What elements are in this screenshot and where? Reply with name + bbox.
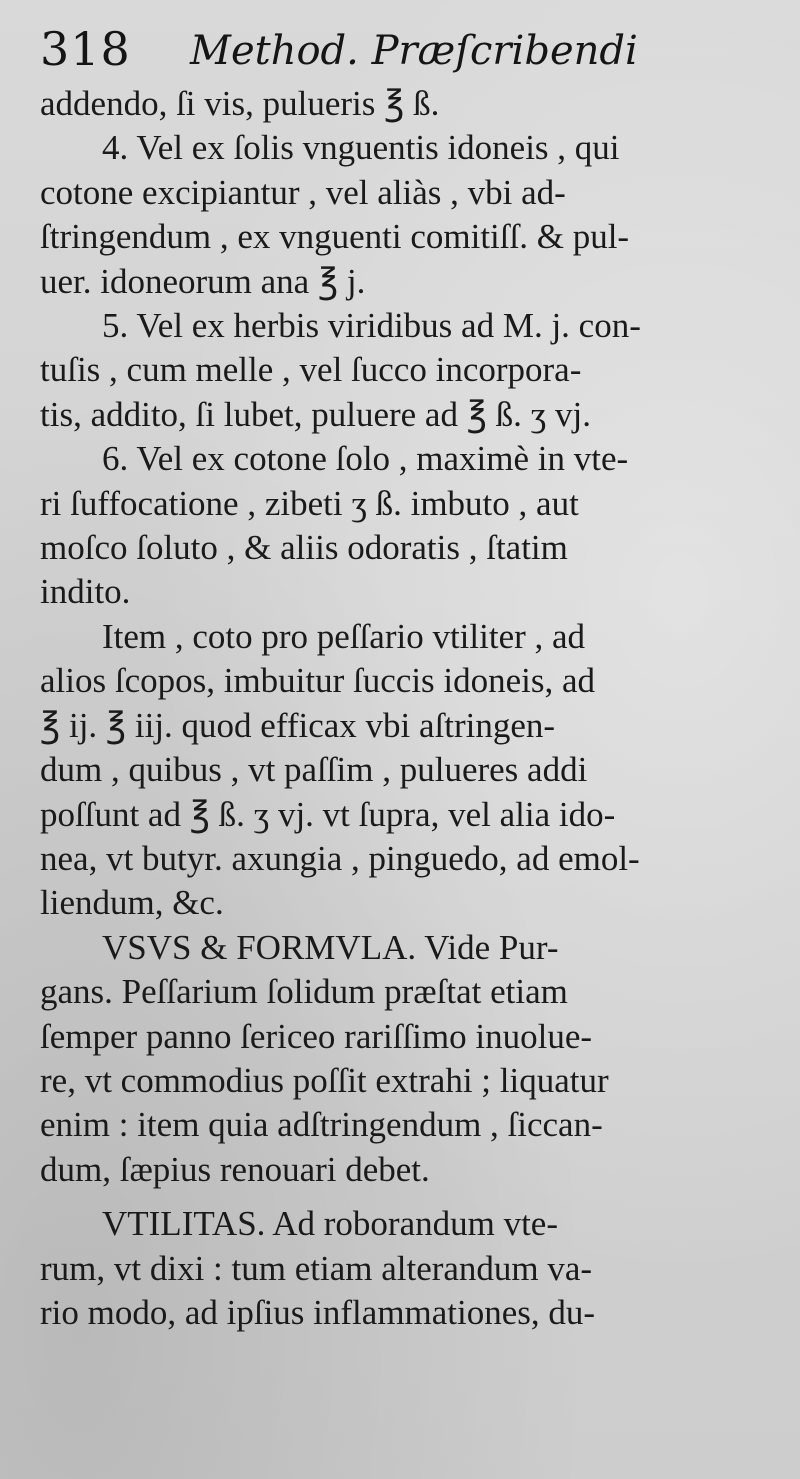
text-line: ri ſuffocatione , zibeti ʒ ß. imbuto , aut bbox=[40, 483, 579, 523]
text-line: re, vt commodius poſſit extrahi ; liquatur bbox=[40, 1060, 609, 1100]
text-line: tuſis , cum melle , vel ſucco incorpora- bbox=[40, 350, 582, 390]
section-heading-utilitas: VTILITAS. Ad roborandum vte- bbox=[102, 1204, 558, 1244]
text-line: Item , coto pro peſſario vtiliter , ad bbox=[102, 616, 586, 656]
text-line: ſtringendum , ex vnguenti comitiſſ. & pul- bbox=[40, 217, 630, 257]
text-line: addendo, ſi vis, pulueris ℥ ß. bbox=[40, 84, 440, 123]
text-line: tis, addito, ſi lubet, puluere ad ℥ ß. ʒ vj. bbox=[40, 394, 591, 434]
text-line: alios ſcopos, imbuitur ſuccis idoneis, ad bbox=[40, 661, 596, 701]
text-line: ℥ ij. ℥ iij. quod efficax vbi aſtringen- bbox=[40, 705, 556, 745]
section-heading-usus: VSVS & FORMVLA. Vide Pur- bbox=[102, 927, 559, 967]
text-line: poſſunt ad ℥ ß. ʒ vj. vt ſupra, vel alia ido- bbox=[40, 794, 616, 834]
text-line: cotone excipiantur , vel aliàs , vbi ad- bbox=[40, 172, 566, 212]
text-line: dum , quibus , vt paſſim , pulueres addi bbox=[40, 750, 588, 790]
body-text bbox=[40, 82, 780, 1335]
text-line: rum, vt dixi : tum etiam alterandum va- bbox=[40, 1248, 593, 1288]
text-line: uer. idoneorum ana ℥ j. bbox=[40, 261, 366, 301]
text-line: gans. Peſſarium ſolidum præſtat etiam bbox=[40, 972, 568, 1012]
text-line: liendum, &c. bbox=[40, 883, 224, 923]
text-line: 4. Vel ex ſolis vnguentis idoneis , qui bbox=[102, 128, 620, 168]
text-line: dum, ſæpius renouari debet. bbox=[40, 1149, 430, 1189]
text-line: ſemper panno ſericeo rariſſimo inuolue- bbox=[40, 1016, 593, 1056]
text-line: moſco ſoluto , & aliis odoratis , ſtatim bbox=[40, 528, 568, 568]
text-line: indito. bbox=[40, 572, 131, 612]
text-line: enim : item quia adſtringendum , ſiccan- bbox=[40, 1105, 603, 1145]
text-line: 5. Vel ex herbis viridibus ad M. j. con- bbox=[102, 306, 641, 346]
text-line: 6. Vel ex cotone ſolo , maximè in vte- bbox=[102, 439, 629, 479]
page-number: 318 bbox=[40, 22, 131, 76]
running-head: Method. Præſcribendi bbox=[190, 28, 638, 74]
text-line: nea, vt butyr. axungia , pinguedo, ad emol- bbox=[40, 838, 640, 878]
text-line: rio modo, ad ipſius inflammationes, du- bbox=[40, 1292, 596, 1332]
